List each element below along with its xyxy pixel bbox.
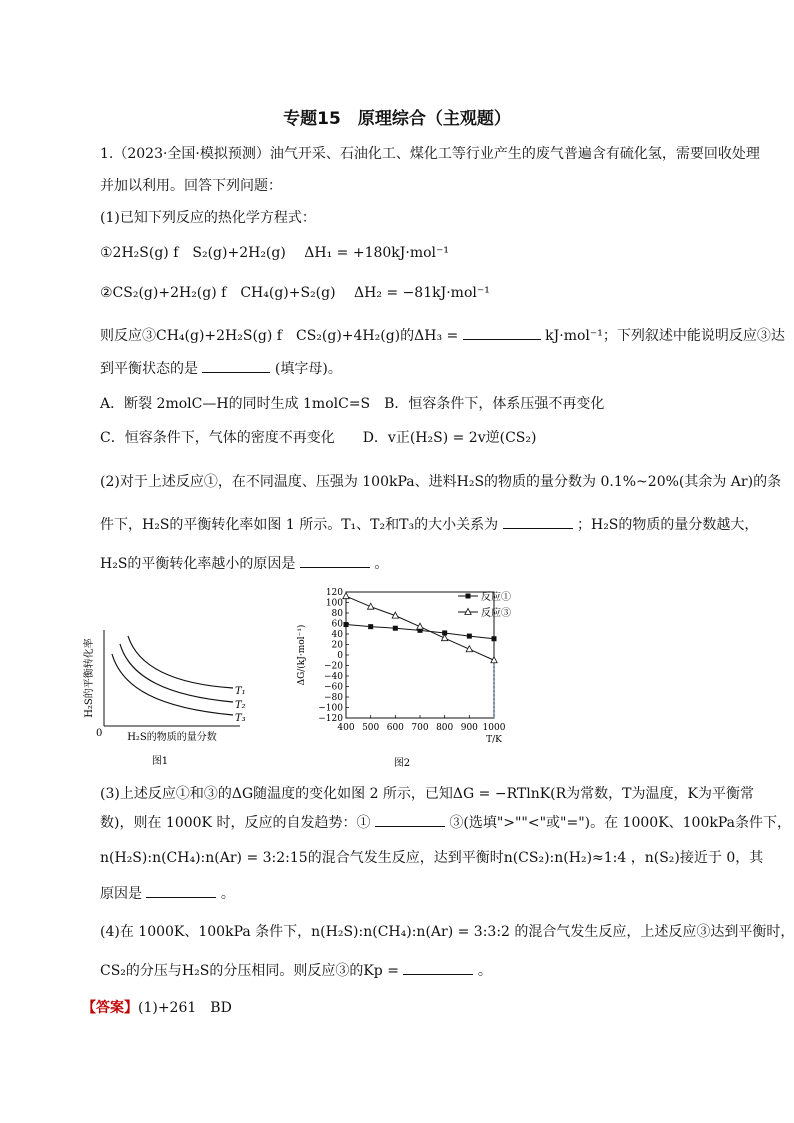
q1-part1-head: (1)已知下列反应的热化学方程式： [100, 210, 316, 226]
q1-part2-line2 [100, 514, 758, 535]
fraction-text: ；H₂S的物质的量分数越大， [576, 517, 759, 533]
option-a-b: A．断裂 2molC—H的同时生成 1molC=S B．恒容条件下，体系压强不再变化 [100, 396, 605, 412]
data-point [393, 626, 398, 631]
y-tick-label: −40 [324, 672, 343, 682]
equilibrium-answer-blank[interactable] [202, 358, 270, 373]
fig1-ylabel: H₂S的平衡转化率 [84, 638, 95, 718]
legend-marker [466, 594, 471, 599]
x-tick-label: 700 [411, 723, 429, 733]
y-tick-label: −20 [324, 661, 343, 672]
data-point [343, 593, 349, 599]
temp-order-blank[interactable] [503, 514, 573, 529]
legend-label: 反应① [481, 592, 511, 603]
q1-part2-line3 [100, 553, 388, 574]
answer-tag: 【答案】 [82, 1000, 138, 1016]
legend-label: 反应③ [481, 608, 511, 619]
t2-label: T₂ [235, 700, 246, 711]
y-tick-label: 80 [331, 609, 343, 619]
q1-part1-question-2 [100, 358, 342, 379]
data-point [344, 622, 349, 627]
x-axis-label: T/K [486, 735, 502, 745]
y-tick-label: 20 [331, 640, 343, 651]
figure-1 [78, 622, 278, 772]
kp-text: CS₂的分压与H₂S的分压相同。则反应③的Kp = [100, 963, 399, 979]
equilibrium-text: 到平衡状态的是 [100, 361, 198, 377]
fill-letter-text: (填字母)。 [274, 361, 342, 377]
y-axis-label: ΔG/(kJ·mol⁻¹) [297, 624, 307, 686]
page-title: 专题15 原理综合（主观题） [283, 109, 511, 129]
equation-1: ①2H₂S(g) f S₂(g)+2H₂(g) ΔH₁ = +180kJ·mol⁻¹ [100, 245, 450, 261]
fig1-xlabel: H₂S的物质的量分数 [127, 732, 217, 743]
q1-part3-line2 [100, 812, 791, 833]
figure-2-chart [290, 584, 530, 770]
fig2-caption: 图2 [393, 758, 411, 769]
fig1-caption: 图1 [151, 756, 169, 767]
x-tick-label: 800 [436, 723, 454, 733]
x-tick-label: 900 [460, 723, 478, 733]
cause-text: 原因是 [100, 886, 142, 902]
y-tick-label: −120 [318, 714, 343, 724]
select-sign-text: ③(选填">""<"或"=")。在 1000K、100kPa条件下， [449, 815, 791, 831]
kp-blank[interactable] [403, 960, 473, 975]
q1-part3-line3: n(H₂S):n(CH₄):n(Ar) = 3:2:15的混合气发生反应，达到平衡时n(CS₂):n(H₂)≈1:4 ，n(S₂)接近于 0，其 [100, 850, 764, 866]
y-tick-label: −100 [318, 703, 343, 714]
q1-part3-line4 [100, 883, 235, 904]
reason-end: 。 [374, 556, 389, 572]
answer-text: (1)+261 BD [138, 1000, 232, 1016]
y-tick-label: −60 [324, 682, 343, 693]
q1-part3-line1: (3)上述反应①和③的ΔG随温度的变化如图 2 所示，已知ΔG = −RTlnK(R为常数，T为温度，K为平衡常 [100, 786, 754, 802]
x-tick-label: 600 [386, 723, 404, 733]
data-point [492, 636, 497, 641]
q1-part4-line2 [100, 960, 492, 981]
t3-label: T₃ [235, 713, 246, 724]
data-point [368, 624, 373, 629]
q1-part1-question [100, 325, 785, 346]
option-c-d: C．恒容条件下，气体的密度不再变化 D．v正(H₂S) = 2v逆(CS₂) [100, 430, 537, 446]
dh3-text: 则反应③CH₄(g)+2H₂S(g) f CS₂(g)+4H₂(g)的ΔH₃ = [100, 328, 459, 344]
x-tick-label: 400 [337, 723, 355, 733]
y-tick-label: 0 [337, 651, 343, 661]
dh3-unit-text: kJ·mol⁻¹；下列叙述中能说明反应③达 [545, 328, 785, 344]
data-point [467, 634, 472, 639]
y-tick-label: 60 [331, 619, 343, 630]
x-tick-label: 500 [362, 723, 380, 733]
equation-2: ②CS₂(g)+2H₂(g) f CH₄(g)+S₂(g) ΔH₂ = −81kJ·mol⁻¹ [100, 285, 490, 301]
spontaneity-blank[interactable] [375, 812, 445, 827]
x-tick-label: 1000 [482, 723, 506, 733]
q1-part2-line1: (2)对于上述反应①，在不同温度、压强为 100kPa、进料H₂S的物质的量分数为 0.1%~20%(其余为 Ar)的条 [100, 474, 782, 490]
dh3-answer-blank[interactable] [463, 325, 541, 340]
y-tick-label: 40 [331, 630, 343, 640]
spontaneity-text: 数)，则在 1000K 时，反应的自发趋势：① [100, 815, 371, 831]
y-tick-label: −80 [324, 693, 343, 703]
q1-intro-line2: 并加以利用。回答下列问题： [100, 178, 282, 194]
q1-intro-line1: 1.（2023·全国·模拟预测）油气开采、石油化工、煤化工等行业产生的废气普遍含有硫化氢，需要回收处理 [100, 146, 760, 162]
fig1-origin: 0 [96, 728, 103, 739]
plot-frame [346, 592, 494, 718]
y-tick-label: 100 [325, 598, 343, 609]
reason-blank[interactable] [300, 553, 370, 568]
cause-blank[interactable] [146, 883, 216, 898]
curve-t1 [128, 636, 233, 688]
y-tick-label: 120 [325, 588, 343, 598]
t1-label: T₁ [235, 686, 246, 697]
q1-part4-line1: (4)在 1000K、100kPa 条件下，n(H₂S):n(CH₄):n(Ar) = 3:3:2 的混合气发生反应，上述反应③达到平衡时， [100, 924, 794, 940]
cause-end: 。 [220, 886, 235, 902]
temp-order-text: 件下，H₂S的平衡转化率如图 1 所示。T₁、T₂和T₃的大小关系为 [100, 517, 499, 533]
reason-text: H₂S的平衡转化率越小的原因是 [100, 556, 296, 572]
kp-end: 。 [477, 963, 492, 979]
answer-line [82, 998, 232, 1018]
